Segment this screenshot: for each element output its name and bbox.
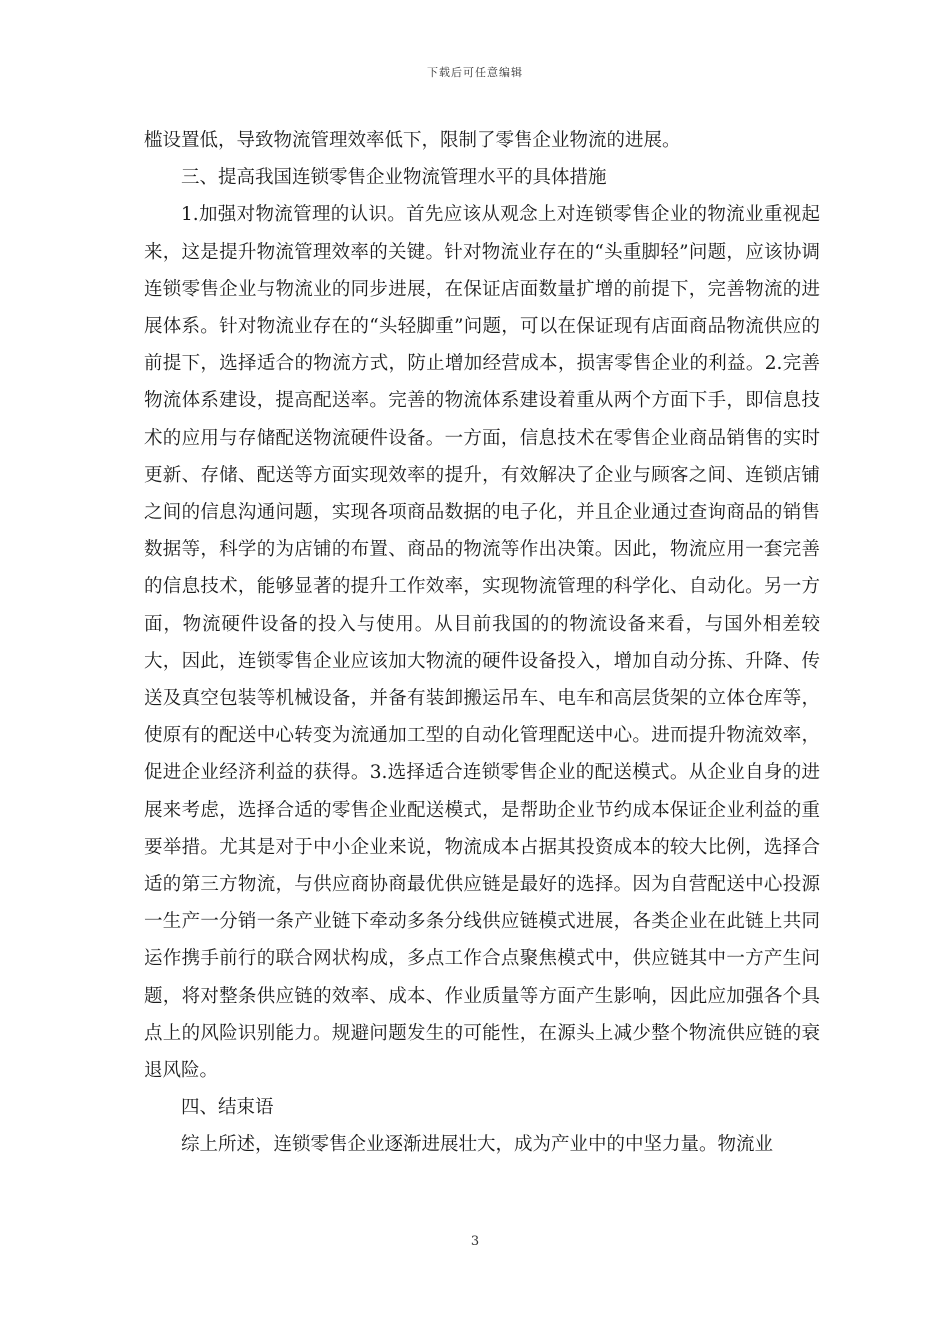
document-body [144, 122, 820, 1164]
section-heading-3: 三、提高我国连锁零售企业物流管理水平的具体措施 [181, 167, 607, 189]
paragraph-measures: 1.加强对物流管理的认识。首先应该从观念上对连锁零售企业的物流业重视起来，这是提升物流管理效率的关键。针对物流业存在的“头重脚轻”问题，应该协调连锁零售企业与物流业的同步进展，在保证店面数量扩增的前提下，完善物流的进展体系。针对物流业存在的“头轻脚重”问题，可以在保证现有店面商品物流供应的前提下，选择适合的物流方式，防止增加经营成本，损害零售企业的利益。2.完善物流体系建设，提高配送率。完善的物流体系建设着重从两个方面下手，即信息技术的应用与存储配送物流硬件设备。一方面，信息技术在零售企业商品销售的实时更新、存储、配送等方面实现效率的提升，有效解决了企业与顾客之间、连锁店铺之间的信息沟通问题，实现各项商品数据的电子化，并且企业通过查询商品的销售数据等，科学的为店铺的布置、商品的物流等作出决策。因此，物流应用一套完善的信息技术，能够显著的提升工作效率，实现物流管理的科学化、自动化。另一方面，物流硬件设备的投入与使用。从目前我国的的物流设备来看，与国外相差较大，因此，连锁零售企业应该加大物流的硬件设备投入，增加自动分拣、升降、传送及真空包装等机械设备，并备有装卸搬运吊车、电车和高层货架的立体仓库等，使原有的配送中心转变为流通加工型的自动化管理配送中心。进而提升物流效率，促进企业经济利益的获得。3.选择适合连锁零售企业的配送模式。从企业自身的进展来考虑，选择合适的零售企业配送模式，是帮助企业节约成本保证企业利益的重要举措。尤其是对于中小企业来说，物流成本占据其投资成本的较大比例，选择合适的第三方物流，与供应商协商最优供应链是最好的选择。因为自营配送中心投源一生产一分销一条产业链下牵动多条分线供应链模式进展，各类企业在此链上共同运作携手前行的联合网状构成，多点工作合点聚焦模式中，供应链其中一方产生问题，将对整条供应链的效率、成本、作业质量等方面产生影响，因此应加强各个具点上的风险识别能力。规避问题发生的可能性，在源头上减少整个物流供应链的衰退风险。 [144, 204, 820, 1082]
paragraph-continuation: 槛设置低，导致物流管理效率低下，限制了零售企业物流的进展。 [144, 130, 681, 151]
paragraph-conclusion: 综上所述，连锁零售企业逐渐进展壮大，成为产业中的中坚力量。物流业 [181, 1134, 774, 1156]
section-heading-4: 四、结束语 [181, 1097, 274, 1119]
page-number: 3 [470, 1234, 480, 1249]
page-header: 下载后可任意编辑 [427, 66, 523, 79]
